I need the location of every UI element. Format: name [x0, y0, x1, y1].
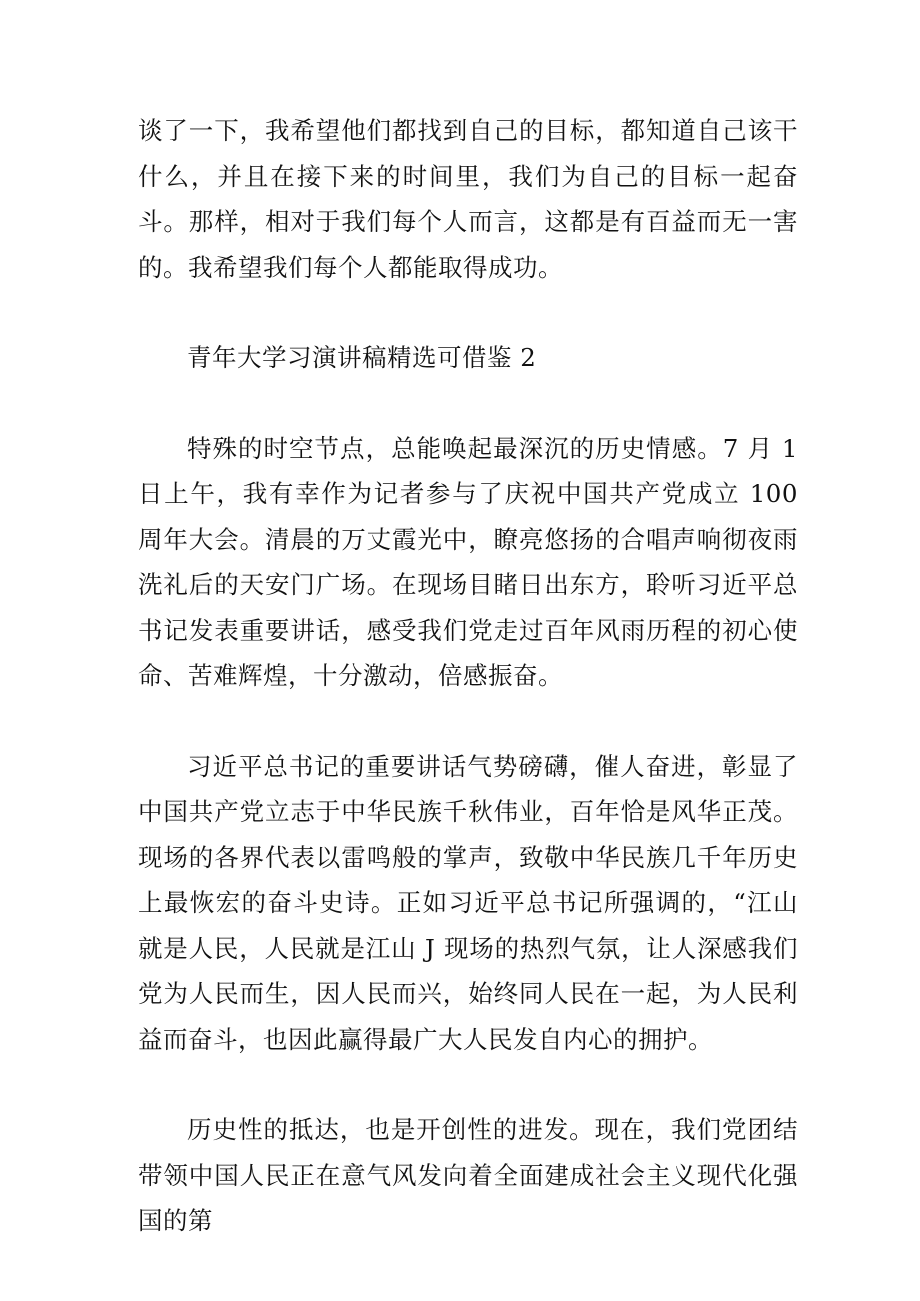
- paragraph-gap: [138, 1062, 798, 1107]
- paragraph-gap: [138, 381, 798, 426]
- document-page: [138, 108, 798, 1244]
- section-heading: 青年大学习演讲稿精选可借鉴 2: [187, 343, 537, 372]
- paragraph-3: 历史性的抵达，也是开创性的进发。现在，我们党团结带领中国人民正在意气风发向着全面建成社会主义现代化强国的第: [138, 1115, 798, 1235]
- paragraph-gap: [138, 699, 798, 744]
- paragraph-2: 习近平总书记的重要讲话气势磅礴，催人奋进，彰显了中国共产党立志于中华民族千秋伟业，百年恰是风华正茂。现场的各界代表以雷鸣般的掌声，致敬中华民族几千年历史上最恢宏的奋斗史诗。正如习近平总书记所强调的，“江山就是人民，人民就是江山 J 现场的热烈气氛，让人深感我们党为人民而生，因人民而兴，始终同人民在一起，为人民利益而奋斗，也因此赢得最广大人民发自内心的拥护。: [138, 751, 798, 1054]
- paragraph-continued: 谈了一下，我希望他们都找到自己的目标，都知道自己该干什么，并且在接下来的时间里，我们为自己的目标一起奋斗。那样，相对于我们每个人而言，这都是有百益而无一害的。我希望我们每个人都能取得成功。: [138, 116, 798, 282]
- paragraph-1: 特殊的时空节点，总能唤起最深沉的历史情感。7 月 1 日上午，我有幸作为记者参与了庆祝中国共产党成立 100 周年大会。清晨的万丈霞光中，瞭亮悠扬的合唱声响彻夜雨洗礼后的天安门广场。在现场目睹日出东方，聆听习近平总书记发表重要讲话，感受我们党走过百年风雨历程的初心使命、苦难辉煌，十分激动，倍感振奋。: [138, 433, 798, 690]
- paragraph-gap: [138, 290, 798, 335]
